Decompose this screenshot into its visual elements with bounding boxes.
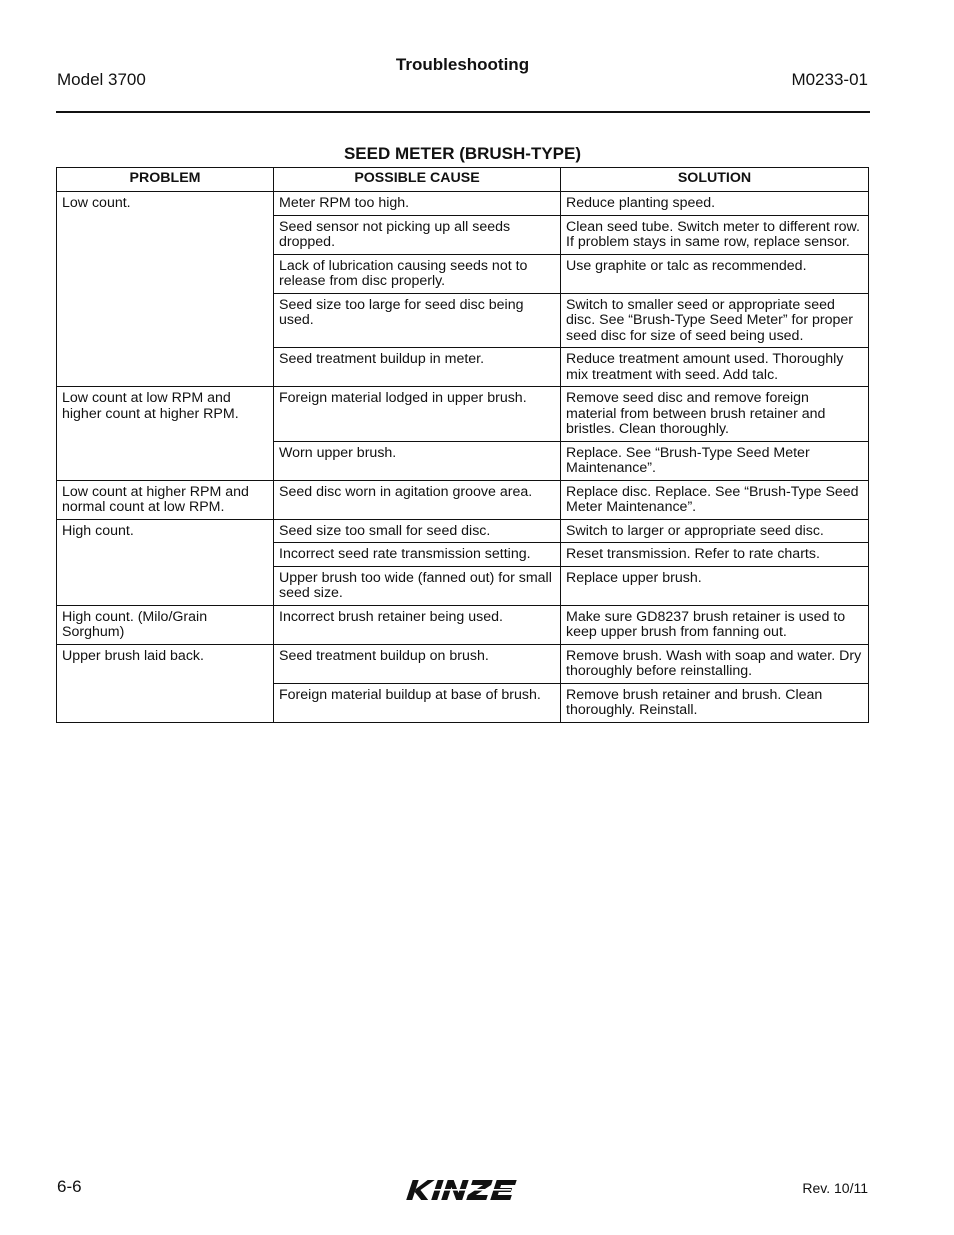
problem-cell: Low count at higher RPM and normal count at low RPM. [57, 480, 274, 519]
cause-cell: Seed treatment buildup on brush. [274, 644, 561, 683]
solution-cell: Replace. See “Brush-Type Seed Meter Maintenance”. [561, 441, 869, 480]
cause-cell: Incorrect seed rate transmission setting. [274, 543, 561, 567]
problem-cell: Low count. [57, 192, 274, 387]
solution-cell: Reduce treatment amount used. Thoroughly mix treatment with seed. Add talc. [561, 348, 869, 387]
table-title: SEED METER (BRUSH-TYPE) [343, 144, 582, 163]
solution-cell: Reduce planting speed. [561, 192, 869, 216]
solution-cell: Remove seed disc and remove foreign material from between brush retainer and bristles. Clean thoroughly. [561, 387, 869, 442]
kinze-logo [403, 1176, 525, 1204]
cause-cell: Seed sensor not picking up all seeds dropped. [274, 215, 561, 254]
solution-cell: Reset transmission. Refer to rate charts. [561, 543, 869, 567]
table-row [57, 192, 869, 216]
cause-cell: Seed treatment buildup in meter. [274, 348, 561, 387]
problem-cell: High count. (Milo/Grain Sorghum) [57, 605, 274, 644]
table-row [57, 519, 869, 543]
cause-cell: Incorrect brush retainer being used. [274, 605, 561, 644]
solution-cell: Remove brush retainer and brush. Clean thoroughly. Reinstall. [561, 683, 869, 722]
solution-cell: Use graphite or talc as recommended. [561, 254, 869, 293]
document-number: M0233-01 [791, 70, 868, 89]
table-row [57, 605, 869, 644]
solution-cell: Remove brush. Wash with soap and water. Dry thoroughly before reinstalling. [561, 644, 869, 683]
solution-cell: Replace upper brush. [561, 566, 869, 605]
section-title: Troubleshooting [395, 55, 530, 74]
troubleshooting-table [56, 167, 869, 723]
cause-cell: Seed size too large for seed disc being used. [274, 293, 561, 348]
table-row [57, 644, 869, 683]
table-row [57, 387, 869, 442]
cause-cell: Seed size too small for seed disc. [274, 519, 561, 543]
cause-cell: Foreign material buildup at base of brush. [274, 683, 561, 722]
column-header-solution: SOLUTION [561, 168, 869, 192]
page-number: 6-6 [57, 1177, 82, 1196]
header-divider [56, 111, 870, 113]
cause-cell: Upper brush too wide (fanned out) for small seed size. [274, 566, 561, 605]
column-header-problem: PROBLEM [57, 168, 274, 192]
cause-cell: Seed disc worn in agitation groove area. [274, 480, 561, 519]
cause-cell: Worn upper brush. [274, 441, 561, 480]
solution-cell: Replace disc. Replace. See “Brush-Type Seed Meter Maintenance”. [561, 480, 869, 519]
model-label: Model 3700 [57, 70, 146, 89]
solution-cell: Make sure GD8237 brush retainer is used to keep upper brush from fanning out. [561, 605, 869, 644]
cause-cell: Lack of lubrication causing seeds not to release from disc properly. [274, 254, 561, 293]
cause-cell: Meter RPM too high. [274, 192, 561, 216]
problem-cell: Low count at low RPM and higher count at higher RPM. [57, 387, 274, 481]
problem-cell: Upper brush laid back. [57, 644, 274, 722]
problem-cell: High count. [57, 519, 274, 605]
solution-cell: Clean seed tube. Switch meter to different row. If problem stays in same row, replace sensor. [561, 215, 869, 254]
cause-cell: Foreign material lodged in upper brush. [274, 387, 561, 442]
column-header-possible-cause: POSSIBLE CAUSE [274, 168, 561, 192]
revision-label: Rev. 10/11 [802, 1180, 868, 1196]
table-row [57, 480, 869, 519]
solution-cell: Switch to smaller seed or appropriate seed disc. See “Brush-Type Seed Meter” for proper seed disc for size of seed being used. [561, 293, 869, 348]
solution-cell: Switch to larger or appropriate seed disc. [561, 519, 869, 543]
table-header-row [57, 168, 869, 192]
